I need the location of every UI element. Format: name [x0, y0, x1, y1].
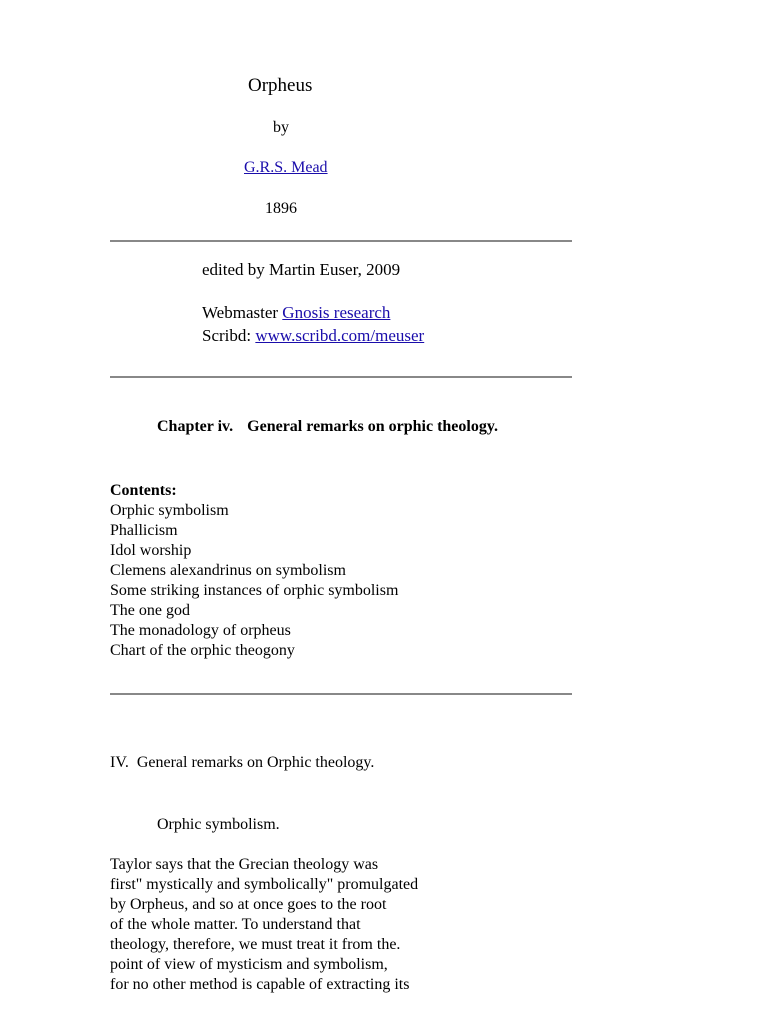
- scribd-link[interactable]: www.scribd.com/meuser: [255, 326, 425, 345]
- contents-item: Clemens alexandrinus on symbolism: [110, 562, 346, 579]
- paragraph-line: theology, therefore, we must treat it from the.: [110, 936, 401, 953]
- paragraph-line: by Orpheus, and so at once goes to the root: [110, 896, 387, 913]
- paragraph-line: first" mystically and symbolically" promulgated: [110, 876, 419, 893]
- chapter-title: General remarks on orphic theology.: [247, 418, 498, 435]
- divider-middle: [110, 376, 572, 378]
- body-paragraph: [110, 855, 418, 995]
- scribd-line: [202, 326, 424, 346]
- paragraph-line: of the whole matter. To understand that: [110, 916, 361, 933]
- author-link[interactable]: G.R.S. Mead: [244, 159, 328, 176]
- webmaster-line: [202, 303, 390, 323]
- contents-item: Orphic symbolism: [110, 502, 229, 519]
- subsection-heading: Orphic symbolism.: [157, 816, 280, 833]
- divider-bottom: [110, 693, 572, 695]
- contents-item: Phallicism: [110, 522, 178, 539]
- paragraph-line: for no other method is capable of extracting its: [110, 976, 410, 993]
- contents-list: [110, 501, 398, 661]
- chapter-label: Chapter iv.: [157, 418, 234, 435]
- paragraph-line: Taylor says that the Grecian theology was: [110, 856, 379, 873]
- document-title: Orpheus: [248, 75, 313, 96]
- webmaster-label: Webmaster: [202, 303, 283, 322]
- section-heading: IV. General remarks on Orphic theology.: [110, 754, 375, 771]
- table-of-contents: [110, 481, 398, 661]
- gnosis-research-link[interactable]: Gnosis research: [282, 303, 391, 322]
- contents-item: Some striking instances of orphic symbolism: [110, 582, 399, 599]
- paragraph-line: point of view of mysticism and symbolism,: [110, 956, 388, 973]
- chapter-heading: [157, 417, 498, 437]
- publication-year: 1896: [265, 200, 297, 217]
- contents-item: The one god: [110, 602, 190, 619]
- contents-item: The monadology of orpheus: [110, 622, 291, 639]
- editor-credit: edited by Martin Euser, 2009: [202, 260, 401, 279]
- contents-heading: Contents:: [110, 482, 177, 499]
- divider-top: [110, 240, 572, 242]
- scribd-label: Scribd:: [202, 326, 256, 345]
- byline: by: [273, 119, 289, 136]
- contents-item: Idol worship: [110, 542, 192, 559]
- contents-item: Chart of the orphic theogony: [110, 642, 295, 659]
